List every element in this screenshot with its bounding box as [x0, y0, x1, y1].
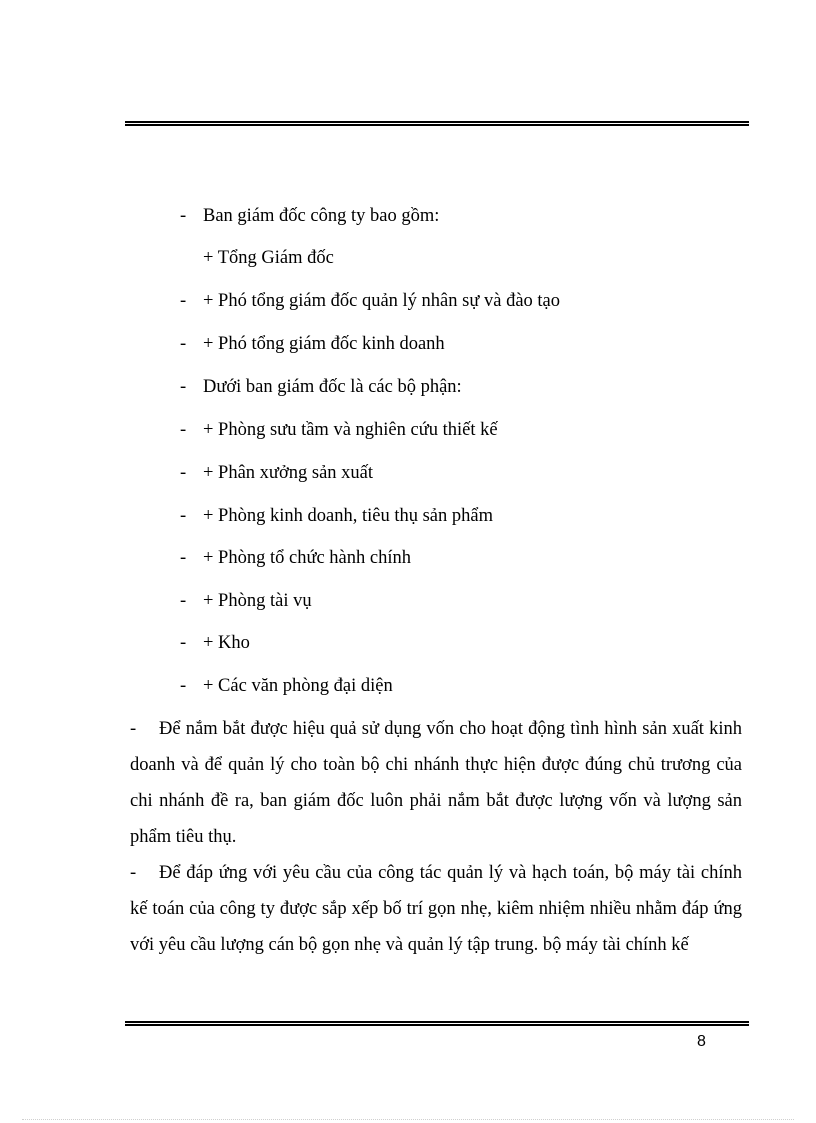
list-dash: - [180, 463, 187, 483]
list-dash: - [180, 291, 187, 311]
list-text: + Các văn phòng đại diện [203, 676, 393, 696]
body-paragraph [130, 711, 742, 855]
paragraph-text: Để đáp ứng với yêu cầu của công tác quản lý và hạch toán, bộ máy tài chính kế toán của công ty được sắp xếp bố trí gọn nhẹ, kiêm nhiệm nhiều nhằm đáp ứng với yêu cầu lượng cán bộ gọn nhẹ và quản lý tập trung. bộ máy tài chính kế [130, 863, 742, 955]
page-edge-divider [22, 1119, 794, 1120]
list-text: + Phó tổng giám đốc quản lý nhân sự và đào tạo [203, 291, 561, 311]
footer-rule [125, 1021, 749, 1026]
list-text: Dưới ban giám đốc là các bộ phận: [203, 377, 462, 397]
list-dash: - [180, 420, 187, 440]
list-text: + Phân xưởng sản xuất [203, 463, 374, 483]
list-dash: - [180, 506, 187, 526]
list-dash: - [180, 206, 187, 226]
header-rule [125, 121, 749, 126]
list-dash: - [180, 377, 187, 397]
list-dash: - [180, 548, 187, 568]
body-paragraph [130, 855, 742, 963]
list-dash: - [180, 676, 187, 696]
list-text: + Phòng tài vụ [203, 591, 312, 611]
list-text: + Phòng sưu tầm và nghiên cứu thiết kế [203, 420, 498, 440]
list-text: + Kho [203, 633, 250, 653]
paragraph-dash: - [130, 863, 137, 883]
list-text: + Tổng Giám đốc [203, 248, 334, 268]
list-text: + Phòng tổ chức hành chính [203, 548, 411, 568]
paragraph-text: Để nắm bắt được hiệu quả sử dụng vốn cho hoạt động tình hình sản xuất kinh doanh và để quản lý cho toàn bộ chi nhánh thực hiện được đúng chủ trương của chi nhánh đề ra, ban giám đốc luôn phải nắm bắt được lượng vốn và lượng sản phẩm tiêu thụ. [130, 719, 742, 847]
list-dash: - [180, 334, 187, 354]
paragraph-dash: - [130, 719, 137, 739]
list-text: + Phòng kinh doanh, tiêu thụ sản phẩm [203, 506, 493, 526]
page-number: 8 [697, 1033, 706, 1050]
list-text: + Phó tổng giám đốc kinh doanh [203, 334, 445, 354]
list-text: Ban giám đốc công ty bao gồm: [203, 206, 440, 226]
list-dash: - [180, 591, 187, 611]
list-dash: - [180, 633, 187, 653]
